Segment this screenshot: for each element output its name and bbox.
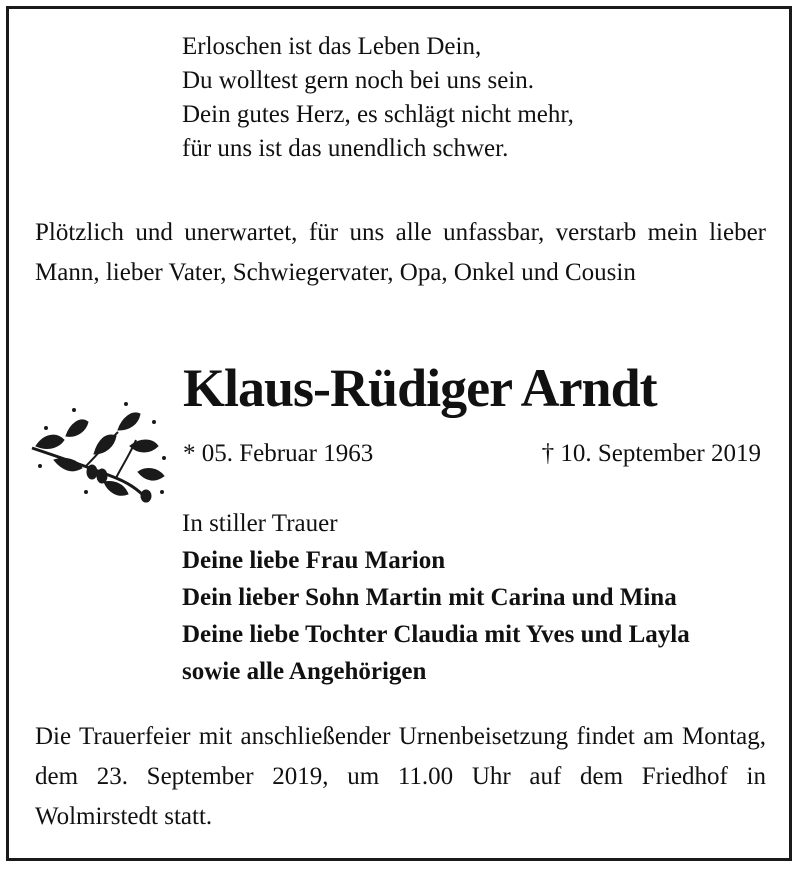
mourners-block <box>182 505 690 690</box>
mourning-intro: In stiller Trauer <box>182 510 338 537</box>
intro-text: Plötzlich und unerwartet, für uns alle unfassbar, verstarb mein lieber Mann, lieber Vater, Schwiegervater, Opa, Onkel und Cousin <box>35 219 766 286</box>
life-dates <box>183 437 761 471</box>
poem <box>182 30 574 166</box>
oak-branch-icon <box>26 396 171 508</box>
deceased-name: Klaus-Rüdiger Arndt <box>183 358 657 418</box>
death-date: † 10. September 2019 <box>541 440 761 467</box>
mourner-line: sowie alle Angehörigen <box>182 658 427 685</box>
mourner-line: Deine liebe Tochter Claudia mit Yves und Layla <box>182 621 690 648</box>
funeral-info: Die Trauerfeier mit anschließender Urnenbeisetzung findet am Montag, dem 23. September 2019, um 11.00 Uhr auf dem Friedhof in Wolmirstedt statt. <box>35 723 766 830</box>
birth-date: * 05. Februar 1963 <box>183 440 374 467</box>
mourner-line: Dein lieber Sohn Martin mit Carina und Mina <box>182 584 677 611</box>
poem-line: Erloschen ist das Leben Dein, <box>182 33 482 60</box>
mourner-line: Deine liebe Frau Marion <box>182 547 446 574</box>
poem-line: Dein gutes Herz, es schlägt nicht mehr, <box>182 101 574 128</box>
poem-line: Du wolltest gern noch bei uns sein. <box>182 67 535 94</box>
poem-line: für uns ist das unendlich schwer. <box>182 135 509 162</box>
